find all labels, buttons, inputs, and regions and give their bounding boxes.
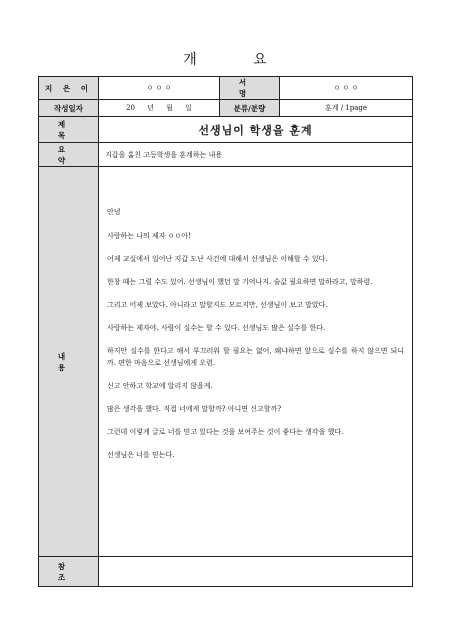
content-paragraph: 사랑하는 나의 제자 ㅇㅇ아!	[107, 232, 191, 240]
author-row	[39, 77, 413, 100]
subject-label: 제 목	[39, 117, 99, 143]
content-row	[39, 167, 413, 557]
reference-value	[99, 557, 413, 587]
overview-form	[38, 76, 413, 587]
content-paragraph: 많은 생각을 했다. 직접 너에게 말할까? 아니면 신고할까?	[107, 404, 282, 413]
content-paragraph: 선생님은 너를 믿는다.	[107, 450, 175, 459]
date-label: 작성일자	[39, 100, 99, 117]
content-label: 내 용	[39, 167, 99, 557]
signature-label: 서 명	[220, 77, 280, 100]
content-paragraph: 신고 안하고 학교에 알리지 않을게.	[107, 381, 213, 390]
reference-label: 참 조	[39, 557, 99, 587]
content-paragraph: 하지만 실수를 한다고 해서 부끄러워 할 필요는 없어, 왜냐하면 앞으로 실수를 하지 않으면 되니까. 편한 마음으로 선생님에게 오렴.	[107, 347, 404, 367]
category-label: 분류/분량	[220, 100, 280, 117]
content-paragraph: 사랑하는 제자야. 사람이 실수는 할 수 있다. 선생님도 많은 실수를 한다.	[107, 324, 326, 332]
content-paragraph: 어제 교실에서 일어난 지갑 도난 사건에 대해서 선생님은 이해할 수 있다.	[107, 255, 328, 263]
summary-value: 지갑을 훔친 고등학생을 훈계하는 내용	[99, 143, 413, 167]
content-paragraph: 안녕	[107, 208, 121, 216]
content-paragraph: 한창 때는 그럴 수도 있어. 선생님이 했던 말 기억나지. 술값 필요하면 말하라고, 말하렴.	[107, 278, 373, 286]
content-paragraph: 그리고 어제 보았다. 아니라고 말할지도 모르지만, 선생님이 보고 말았다.	[107, 301, 328, 309]
category-value: 훈계 / 1page	[280, 100, 413, 117]
content-body	[99, 167, 413, 557]
subject-value: 선생님이 학생을 훈계	[99, 117, 413, 143]
author-value: ㅇ ㅇ ㅇ	[99, 77, 220, 100]
reference-row	[39, 557, 413, 587]
summary-row	[39, 143, 413, 167]
date-row	[39, 100, 413, 117]
summary-label: 요 약	[39, 143, 99, 167]
author-label: 지 은 이	[39, 77, 99, 100]
document-title: 개 요	[183, 52, 293, 68]
subject-row	[39, 117, 413, 143]
content-paragraph: 그런데 이렇게 글로 너를 믿고 있다는 것을 보여주는 것이 좋다는 생각을 했다.	[107, 427, 344, 436]
date-value: 20 년 월 일	[99, 100, 220, 117]
signature-value: ㅇ ㅇ ㅇ	[280, 77, 413, 100]
